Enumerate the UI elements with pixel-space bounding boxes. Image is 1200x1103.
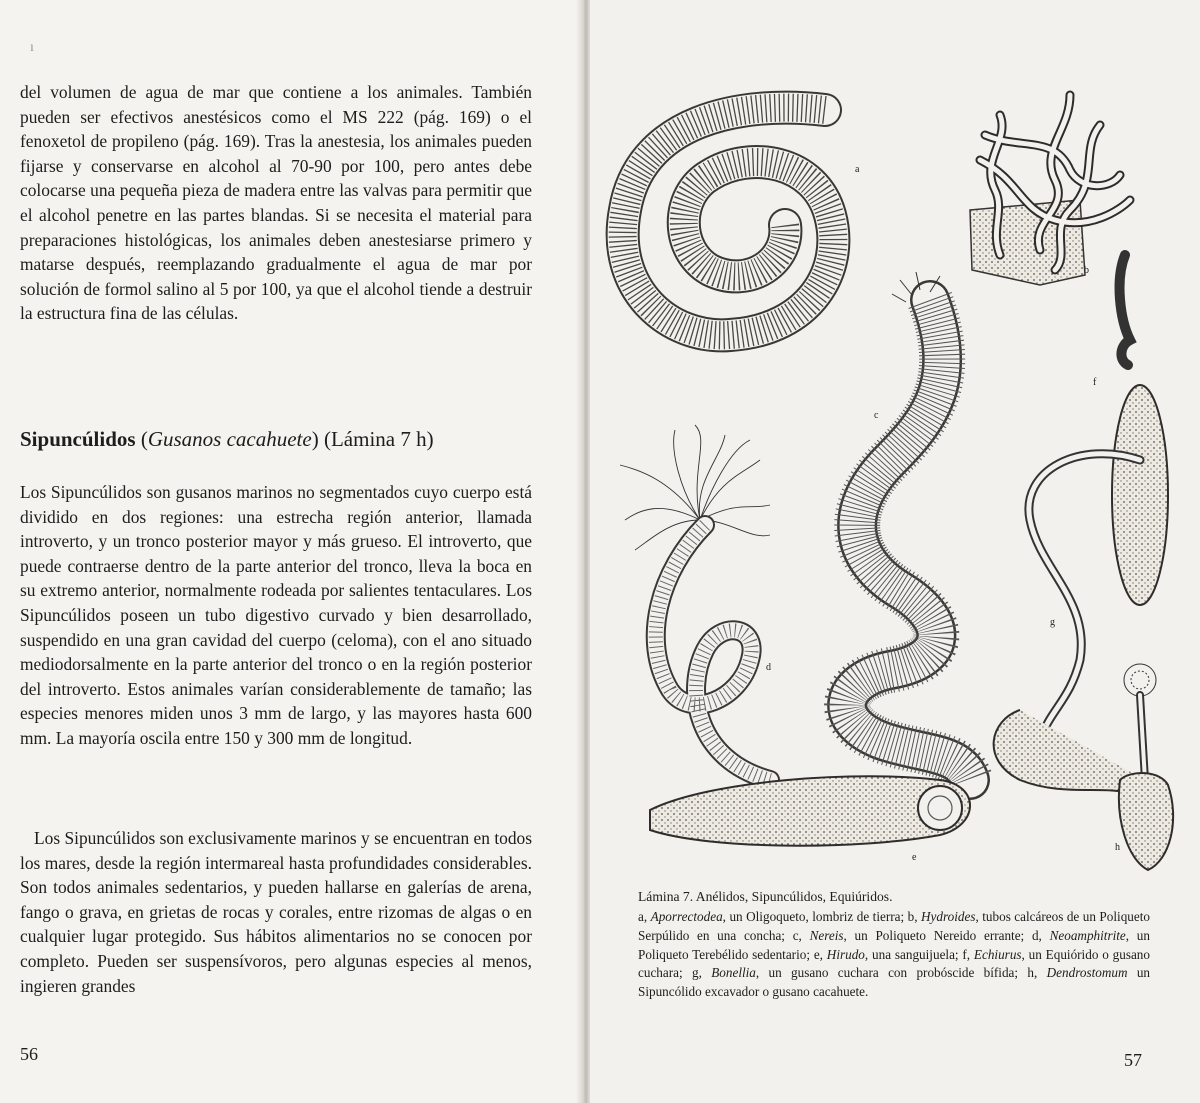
- caption-title: Lámina 7. Anélidos, Sipuncúlidos, Equiúridos.: [638, 889, 893, 904]
- figure-a-earthworm: [623, 108, 834, 336]
- figure-e-leech: [650, 776, 970, 845]
- page-number-right: 57: [1124, 1050, 1142, 1070]
- figure-label-d: d: [766, 662, 771, 673]
- caption-d-text: , un Poliqueto Terebélido sedentario; e,: [638, 927, 1150, 962]
- caption-a-text: , un Oligoqueto, lombriz de tierra; b,: [722, 909, 922, 924]
- page-number-left: 56: [20, 1044, 38, 1064]
- figure-d-neoamphitrite: [620, 425, 770, 780]
- caption-e-genus: Hirudo: [826, 946, 865, 962]
- caption-f-genus: Echiurus: [973, 946, 1022, 962]
- figure-label-c: c: [874, 410, 879, 421]
- figure-label-g: g: [1050, 617, 1055, 628]
- plate-illustration: [600, 80, 1180, 880]
- figure-h-dendrostomum: [1119, 664, 1173, 870]
- heading-common-name: Gusanos cacahuete: [147, 427, 312, 451]
- caption-g-text: , un gusano cuchara con probóscide bífida; h,: [755, 965, 1047, 981]
- figure-label-a: a: [855, 164, 860, 175]
- caption-b-genus: Hydroides: [921, 909, 976, 924]
- caption-f-text: , un Equiórido o gusano cuchara; g,: [638, 946, 1150, 981]
- paragraph-habitat: Los Sipuncúlidos son exclusivamente marinos y se encuentran en todos los mares, desde la región intermareal hasta profundidades considerables. Son todos animales sedentarios, y pueden hallarse en galerías de arena, fango o grava, en grietas de rocas y corales, entre rizomas de algas o en cualquier lugar protegido. Sus hábitos alimentarios no se conocen por completo. Pueden ser suspensívoros, pero algunas especies al menos, ingieren grandes: [20, 828, 532, 996]
- caption-b-text: , tubos calcáreos de un Poliqueto Serpúlido en una concha; c,: [638, 909, 1150, 943]
- caption-body: [638, 908, 1150, 1002]
- heading-term: Sipuncúlidos: [20, 427, 136, 451]
- figure-f-echiurus: [1112, 255, 1168, 605]
- caption-a-letter: a,: [638, 909, 651, 924]
- page-smudge-mark: ı: [30, 40, 34, 55]
- paragraph-anesthesia: del volumen de agua de mar que contiene a los animales. También pueden ser efectivos anestésicos como el MS 222 (pág. 169) o el fenoxetol de propileno (pág. 169). Tras la anestesia, los animales pueden fijarse y conservarse en alcohol al 70-90 por 100, pero antes debe colocarse una pequeña pieza de madera entre las valvas para permitir que el alcohol penetre en las partes blandas. Si se necesita el material para preparaciones histológicas, los animales deben anestesiarse primero y matarse después, reemplazando gradualmente el agua de mar por solución de formol salino al 5 por 100, ya que el alcohol tiende a destruir la estructura fina de las células.: [20, 82, 532, 324]
- caption-h-text: un Sipuncólido excavador o gusano cacahuete.: [638, 965, 1151, 1000]
- heading-open-paren: (: [135, 427, 148, 451]
- figure-label-e: e: [912, 852, 917, 863]
- heading-close-paren: ): [311, 427, 324, 451]
- caption-d-genus: Neoamphitrite: [1049, 927, 1126, 943]
- caption-a-genus: Aporrectodea: [650, 909, 723, 924]
- figure-label-h: h: [1115, 842, 1120, 853]
- figure-c-nereis: [847, 272, 970, 780]
- left-page: [0, 0, 582, 1103]
- section-heading: [20, 424, 540, 454]
- caption-h-genus: Dendrostomum: [1046, 965, 1128, 981]
- caption-c-text: , un Poliqueto Nereido errante; d,: [843, 927, 1050, 943]
- caption-c-genus: Nereis: [809, 927, 844, 943]
- caption-e-text: , una sanguijuela; f,: [864, 946, 974, 962]
- figure-label-f: f: [1093, 377, 1097, 388]
- heading-plate-ref: (Lámina 7 h): [323, 427, 434, 451]
- caption-g-genus: Bonellia: [711, 965, 756, 981]
- paragraph-description: Los Sipuncúlidos son gusanos marinos no segmentados cuyo cuerpo está dividido en dos regiones: una estrecha región anterior, llamada introverto, y un tronco posterior mayor y más grueso. El introverto, que puede contraerse dentro de la parte anterior del tronco, lleva la boca en su extremo anterior, normalmente rodeada por salientes tentaculares. Los Sipuncúlidos poseen un tubo digestivo curvado y bien desarrollado, suspendido en una gran cavidad del cuerpo (celoma), con el ano situado mediodorsalmente en la parte anterior del tronco o en la región posterior del introverto. Estos animales varían considerablemente de tamaño; las especies menores miden unos 3 mm de largo, y las mayores hasta 600 mm. La mayoría oscila entre 150 y 300 mm de longitud.: [20, 482, 532, 748]
- figure-b-hydroides: [970, 95, 1130, 285]
- figure-label-b: b: [1084, 265, 1089, 276]
